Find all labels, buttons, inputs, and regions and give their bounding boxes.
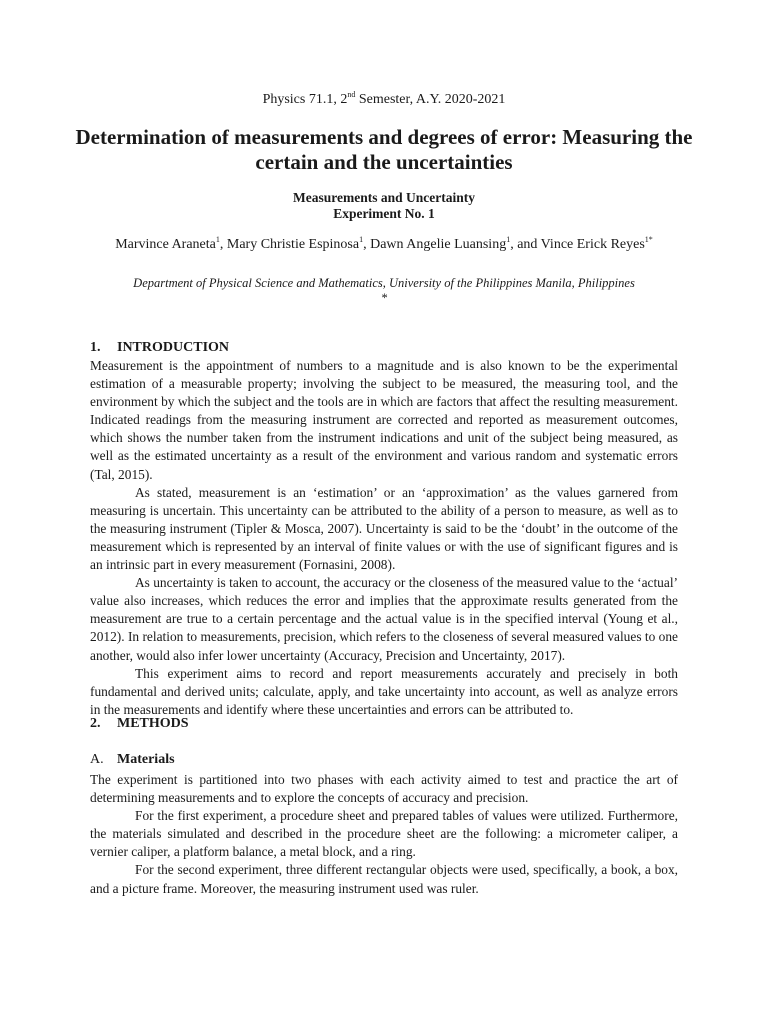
section-heading-methods	[90, 716, 189, 732]
author-name: , Mary Christie Espinosa	[219, 237, 360, 252]
paragraph: This experiment aims to record and report measurements accurately and precisely in both fundamental and derived units; calculate, apply, and take uncertainty into account, as well as analyze errors in the measurements and identify where these uncertainties and errors can be attributed to.	[90, 665, 678, 717]
affiliation	[0, 276, 768, 306]
author-name: , Dawn Angelie Luansing	[363, 237, 507, 252]
section-title: INTRODUCTION	[117, 340, 230, 355]
author-affiliation-mark: 1	[215, 235, 220, 244]
subsection-number: A.	[90, 752, 104, 767]
section-number: 1.	[90, 340, 101, 355]
paragraph: Measurement is the appointment of numbers to a magnitude and is also known to be the experimental estimation of a measurable property; involving the subject to be measured, the measuring tool, and the environment by which the subject and the tools are in which are factors that affect the resulting measurement. Indicated readings from the measuring instrument are corrected and reported as measurement outcomes, which shows the number taken from the instrument indications and unit of the subject being measured, as well as the estimated uncertainty as a result of the environment and various random and systematic errors (Tal, 2015).	[90, 358, 678, 482]
author-name: Marvince Araneta	[115, 237, 216, 252]
author-affiliation-mark: 1*	[644, 235, 653, 244]
section-heading-introduction	[90, 340, 229, 356]
paper-subtitle	[0, 190, 768, 222]
subsection-title: Materials	[117, 752, 175, 767]
course-superscript: nd	[347, 90, 356, 99]
paragraph: The experiment is partitioned into two phases with each activity aimed to test and practice the art of determining measurements and to explore the concepts of accuracy and precision.	[90, 772, 678, 806]
affiliation-star: *	[380, 291, 388, 305]
author-affiliation-mark: 1	[506, 235, 511, 244]
course-header	[0, 92, 768, 108]
affiliation-text: Department of Physical Science and Mathematics, University of the Philippines Manila, Philippines	[133, 276, 635, 290]
paper-title: Determination of measurements and degrees of error: Measuring the certain and the uncertainties	[75, 125, 693, 174]
author-name: , and Vince Erick Reyes	[510, 237, 645, 252]
paragraph: As stated, measurement is an ‘estimation’ or an ‘approximation’ as the values garnered from measuring is uncertain. This uncertainty can be attributed to the ability of a person to measure, as well as to the measuring instrument (Tipler & Mosca, 2007). Uncertainty is said to be the ‘doubt’ in the outcome of the measurement which is represented by an interval of finite values or with the use of significant figures and is an intrinsic part in every measurement (Fornasini, 2008).	[90, 484, 678, 573]
subtitle-line-2: Experiment No. 1	[333, 206, 435, 221]
section-number: 2.	[90, 716, 101, 731]
materials-body	[90, 771, 678, 898]
course-suffix: Semester, A.Y. 2020-2021	[355, 92, 506, 107]
section-title: METHODS	[117, 716, 189, 731]
course-prefix: Physics 71.1, 2	[262, 92, 348, 107]
paragraph: For the first experiment, a procedure sheet and prepared tables of values were utilized. Furthermore, the materials simulated and described in the procedure sheet are the following: a micrometer caliper, a vernier caliper, a platform balance, a metal block, and a ring.	[90, 808, 678, 860]
paragraph: As uncertainty is taken to account, the accuracy or the closeness of the measured value to the ‘actual’ value also increases, which reduces the error and implies that the approximate results generated from the measurement are true to a certain percentage and the actual value is in the specified interval (Young et al., 2012). In relation to measurements, precision, which refers to the closeness of several measured values to one another, would also infer lower uncertainty (Accuracy, Precision and Uncertainty, 2017).	[90, 575, 678, 663]
author-affiliation-mark: 1	[359, 235, 364, 244]
subtitle-line-1: Measurements and Uncertainty	[293, 190, 475, 205]
subsection-heading-materials	[90, 752, 175, 768]
author-list	[0, 237, 768, 253]
introduction-body	[90, 357, 678, 719]
paragraph: For the second experiment, three different rectangular objects were used, specifically, a book, a box, and a picture frame. Moreover, the measuring instrument used was ruler.	[90, 862, 678, 896]
